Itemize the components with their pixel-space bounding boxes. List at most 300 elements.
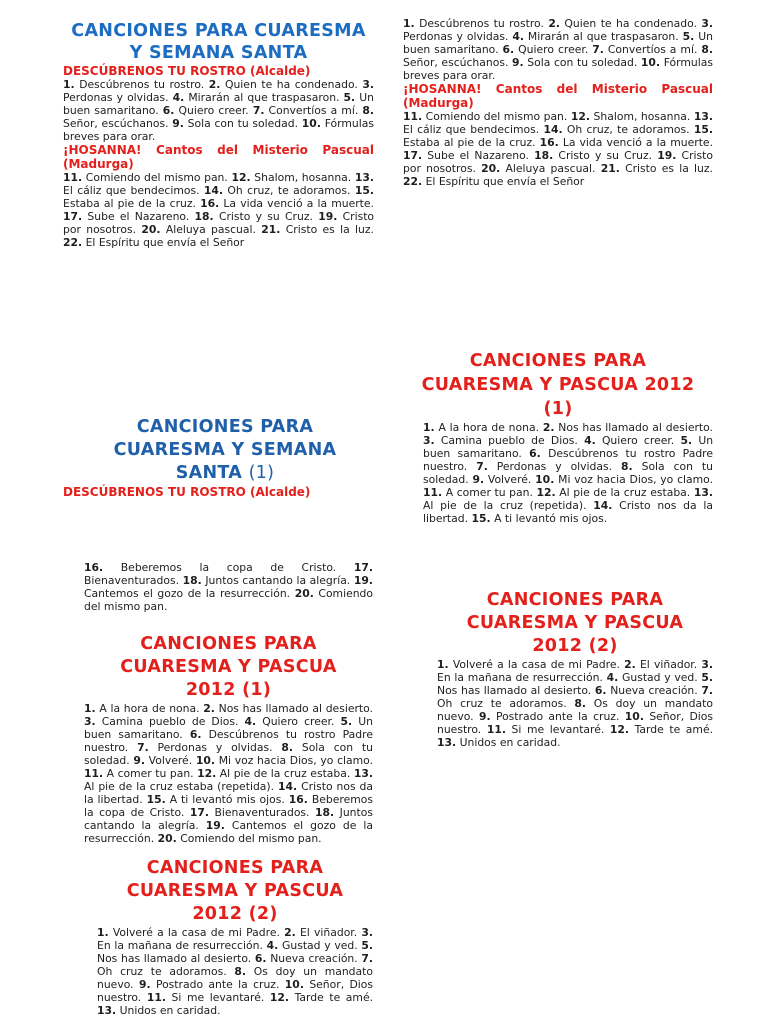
song-title: Mirarán al que traspasaron. bbox=[527, 30, 679, 43]
song-title: Mirarán al que traspasaron. bbox=[188, 91, 340, 104]
song-item bbox=[548, 17, 697, 30]
song-title: Beberemos la copa de Cristo. bbox=[84, 793, 374, 819]
song-number: 7. bbox=[137, 741, 149, 754]
song-title: El viñador. bbox=[299, 926, 358, 939]
song-number: 11. bbox=[63, 171, 83, 184]
song-title: Quiero creer. bbox=[518, 43, 589, 56]
song-title: Descúbrenos tu rostro. bbox=[79, 78, 205, 91]
song-title: Shalom, hosanna. bbox=[593, 110, 691, 123]
song-item bbox=[158, 832, 322, 845]
song-number: 8. bbox=[621, 460, 633, 473]
song-item bbox=[84, 561, 336, 574]
card-title-line: CANCIONES PARA bbox=[146, 858, 324, 878]
song-number: 12. bbox=[269, 991, 290, 1004]
card-title bbox=[97, 857, 373, 926]
song-item bbox=[595, 684, 698, 697]
song-item bbox=[200, 197, 374, 210]
song-title: Sola con tu soledad. bbox=[187, 117, 299, 130]
song-item bbox=[63, 210, 189, 223]
song-number: 1. bbox=[423, 421, 435, 434]
song-title: A comer tu pan. bbox=[445, 486, 533, 499]
song-item bbox=[172, 117, 298, 130]
song-title: Bienaventurados. bbox=[84, 574, 180, 587]
song-number: 12. bbox=[231, 171, 251, 184]
song-title: A comer tu pan. bbox=[106, 767, 194, 780]
song-title: Tarde te amé. bbox=[634, 723, 714, 736]
song-number: 11. bbox=[423, 486, 443, 499]
song-title: Nos has llamado al desierto. bbox=[97, 952, 252, 965]
song-title: Juntos cantando la alegría. bbox=[84, 806, 373, 832]
song-number: 10. bbox=[284, 978, 304, 991]
song-number: 16. bbox=[200, 197, 220, 210]
song-title: Señor, Dios nuestro. bbox=[437, 710, 714, 736]
song-title: Cristo nos da la libertad. bbox=[84, 780, 373, 806]
song-number: 20. bbox=[294, 587, 314, 600]
song-number: 18. bbox=[315, 806, 335, 819]
song-number: 4. bbox=[172, 91, 185, 104]
song-item bbox=[195, 210, 313, 223]
song-number: 3. bbox=[701, 17, 714, 30]
song-item bbox=[84, 767, 194, 780]
song-title: Quien te ha condenado. bbox=[564, 17, 697, 30]
song-number: 6. bbox=[162, 104, 175, 117]
song-title: Descúbrenos tu rostro Padre nuestro. bbox=[423, 447, 714, 473]
card-title-line: 2012 (1) bbox=[185, 680, 272, 700]
song-title: Fórmulas breves para orar. bbox=[403, 56, 713, 82]
song-title: El Espíritu que envía el Señor bbox=[85, 236, 245, 249]
song-number: 11. bbox=[84, 767, 104, 780]
song-number: 19. bbox=[657, 149, 677, 162]
song-number: 20. bbox=[481, 162, 501, 175]
song-card-continuation bbox=[403, 17, 713, 188]
song-item bbox=[624, 658, 697, 671]
song-number: 9. bbox=[133, 754, 145, 767]
song-item bbox=[183, 574, 351, 587]
song-number: 11. bbox=[146, 991, 166, 1004]
song-item bbox=[607, 671, 698, 684]
song-number: 13. bbox=[353, 767, 373, 780]
song-title: Perdonas y olvidas. bbox=[496, 460, 613, 473]
song-number: 13. bbox=[354, 171, 375, 184]
song-title: El cáliz que bendecimos. bbox=[403, 123, 540, 136]
song-title: Cristo por nosotros. bbox=[63, 210, 375, 236]
song-number: 17. bbox=[353, 561, 373, 574]
song-card-cuaresma-semana-santa-1 bbox=[63, 416, 387, 499]
song-item bbox=[543, 123, 689, 136]
song-number: 18. bbox=[534, 149, 554, 162]
song-number: 5. bbox=[340, 715, 353, 728]
song-number: 9. bbox=[478, 710, 491, 723]
song-item bbox=[437, 736, 561, 749]
song-number: 12. bbox=[609, 723, 630, 736]
song-number: 16. bbox=[288, 793, 308, 806]
song-number: 22. bbox=[403, 175, 423, 188]
song-item bbox=[584, 434, 674, 447]
song-number: 12. bbox=[197, 767, 217, 780]
song-item bbox=[63, 78, 204, 91]
song-item bbox=[267, 939, 358, 952]
card-title bbox=[63, 416, 387, 485]
song-number: 15. bbox=[354, 184, 374, 197]
song-title: Un buen samaritano. bbox=[403, 30, 713, 56]
song-title: Comiendo del mismo pan. bbox=[180, 832, 322, 845]
song-number: 8. bbox=[234, 965, 247, 978]
song-item bbox=[481, 162, 595, 175]
song-item bbox=[571, 110, 690, 123]
song-item bbox=[610, 723, 713, 736]
song-list bbox=[63, 171, 374, 249]
song-item bbox=[423, 421, 539, 434]
song-number: 9. bbox=[512, 56, 524, 69]
song-number: 19. bbox=[205, 819, 225, 832]
song-number: 7. bbox=[476, 460, 488, 473]
song-title: La vida venció a la muerte. bbox=[223, 197, 374, 210]
song-title: Mi voz hacia Dios, yo clamo. bbox=[558, 473, 714, 486]
song-list bbox=[423, 421, 713, 525]
song-number: 14. bbox=[543, 123, 563, 136]
song-title: Nueva creación. bbox=[270, 952, 358, 965]
song-item bbox=[472, 473, 531, 486]
song-card-cuaresma-pascua-2012-1 bbox=[84, 633, 373, 845]
song-number: 5. bbox=[361, 939, 374, 952]
song-title: Nueva creación. bbox=[610, 684, 698, 697]
song-title: Juntos cantando la alegría. bbox=[205, 574, 351, 587]
card-title-line: CANCIONES PARA bbox=[486, 590, 664, 610]
song-title: Perdonas y olvidas. bbox=[403, 30, 509, 43]
song-number: 10. bbox=[640, 56, 661, 69]
song-title: Perdonas y olvidas. bbox=[157, 741, 273, 754]
card-title bbox=[437, 589, 713, 658]
song-title: Cantemos el gozo de la resurrección. bbox=[84, 587, 291, 600]
song-item bbox=[512, 56, 637, 69]
song-title: Gustad y ved. bbox=[281, 939, 358, 952]
song-item bbox=[543, 421, 713, 434]
song-number: 1. bbox=[63, 78, 75, 91]
song-item bbox=[403, 175, 584, 188]
card-title-number: (1) bbox=[248, 463, 275, 483]
song-item bbox=[190, 806, 310, 819]
song-item bbox=[63, 171, 228, 184]
card-title bbox=[403, 349, 713, 421]
song-item bbox=[487, 723, 605, 736]
song-item bbox=[284, 926, 357, 939]
song-title: Camina pueblo de Dios. bbox=[101, 715, 239, 728]
section-heading: ¡HOSANNA! Cantos del Misterio Pascual (Madurga) bbox=[63, 143, 374, 171]
song-item bbox=[97, 926, 280, 939]
song-number: 5. bbox=[680, 434, 693, 447]
song-title: Sola con tu soledad. bbox=[527, 56, 638, 69]
card-title-line bbox=[63, 462, 387, 485]
song-title: A ti levantó mis ojos. bbox=[494, 512, 608, 525]
song-number: 1. bbox=[403, 17, 415, 30]
song-item bbox=[261, 223, 374, 236]
song-item bbox=[423, 434, 578, 447]
song-title: Un buen samaritano. bbox=[423, 434, 714, 460]
song-title: Cristo y su Cruz. bbox=[558, 149, 653, 162]
song-number: 17. bbox=[189, 806, 209, 819]
song-title: Quiero creer. bbox=[178, 104, 249, 117]
song-list bbox=[437, 658, 713, 749]
song-title: Sube el Nazareno. bbox=[427, 149, 529, 162]
song-item bbox=[204, 184, 351, 197]
song-title: Cristo nos da la libertad. bbox=[423, 499, 713, 525]
song-number: 3. bbox=[362, 78, 375, 91]
song-item bbox=[137, 741, 273, 754]
song-title: Cristo por nosotros. bbox=[403, 149, 713, 175]
song-item bbox=[173, 91, 340, 104]
song-item bbox=[197, 767, 350, 780]
song-item bbox=[403, 17, 544, 30]
song-item bbox=[209, 78, 358, 91]
song-title: Señor, escúchanos. bbox=[403, 56, 509, 69]
song-title: Camina pueblo de Dios. bbox=[440, 434, 578, 447]
song-number: 8. bbox=[362, 104, 374, 117]
song-title: Aleluya pascual. bbox=[165, 223, 256, 236]
song-title: Señor, escúchanos. bbox=[63, 117, 169, 130]
song-title: Estaba al pie de la cruz. bbox=[63, 197, 196, 210]
song-title: Comiendo del mismo pan. bbox=[425, 110, 568, 123]
song-number: 6. bbox=[189, 728, 202, 741]
song-title: El cáliz que bendecimos. bbox=[63, 184, 200, 197]
song-item bbox=[203, 702, 373, 715]
song-title: Postrado ante la cruz. bbox=[495, 710, 620, 723]
song-title: Volveré a la casa de mi Padre. bbox=[452, 658, 620, 671]
song-number: 3. bbox=[701, 658, 714, 671]
song-number: 2. bbox=[203, 702, 215, 715]
song-number: 13. bbox=[693, 486, 713, 499]
card-title-line: 2012 (2) bbox=[532, 636, 618, 656]
song-title: Comiendo del mismo pan. bbox=[84, 587, 374, 613]
song-item bbox=[503, 43, 589, 56]
song-number: 3. bbox=[361, 926, 374, 939]
song-number: 9. bbox=[138, 978, 151, 991]
song-number: 5. bbox=[343, 91, 356, 104]
song-number: 18. bbox=[194, 210, 214, 223]
song-number: 21. bbox=[261, 223, 281, 236]
song-title: Al pie de la cruz estaba (repetida). bbox=[84, 780, 275, 793]
card-title-line: CUARESMA Y PASCUA bbox=[126, 881, 344, 901]
song-number: 7. bbox=[592, 43, 604, 56]
song-title: La vida venció a la muerte. bbox=[562, 136, 713, 149]
song-title: Descúbrenos tu rostro. bbox=[419, 17, 544, 30]
song-title: A ti levantó mis ojos. bbox=[169, 793, 285, 806]
song-item bbox=[147, 991, 265, 1004]
song-number: 19. bbox=[353, 574, 373, 587]
card-title-text: SANTA bbox=[175, 463, 243, 483]
song-number: 6. bbox=[502, 43, 515, 56]
song-item bbox=[540, 136, 713, 149]
song-title: Un buen samaritano. bbox=[63, 91, 374, 117]
song-title: Convertíos a mí. bbox=[607, 43, 698, 56]
song-item bbox=[196, 754, 373, 767]
song-number: 13. bbox=[97, 1004, 117, 1017]
song-number: 5. bbox=[701, 671, 714, 684]
song-number: 15. bbox=[146, 793, 166, 806]
song-title: Tarde te amé. bbox=[294, 991, 374, 1004]
song-number: 14. bbox=[593, 499, 613, 512]
song-title: Mi voz hacia Dios, yo clamo. bbox=[218, 754, 374, 767]
song-title: Convertíos a mí. bbox=[268, 104, 359, 117]
song-item bbox=[147, 793, 285, 806]
song-list bbox=[403, 17, 713, 82]
song-item bbox=[255, 952, 358, 965]
song-number: 4. bbox=[266, 939, 279, 952]
song-list bbox=[63, 78, 374, 143]
song-number: 6. bbox=[594, 684, 607, 697]
song-title: Al pie de la cruz estaba. bbox=[559, 486, 691, 499]
song-title: Nos has llamado al desierto. bbox=[218, 702, 373, 715]
song-card-cuaresma-pascua-2012-2 bbox=[97, 857, 373, 1017]
song-number: 4. bbox=[512, 30, 524, 43]
song-number: 16. bbox=[84, 561, 104, 574]
section-heading: DESCÚBRENOS TU ROSTRO (Alcalde) bbox=[63, 64, 311, 78]
song-number: 9. bbox=[472, 473, 485, 486]
card-title-line: 2012 (2) bbox=[192, 904, 278, 924]
card-title-line: CANCIONES PARA bbox=[136, 417, 314, 437]
song-title: Sola con tu soledad. bbox=[84, 741, 373, 767]
song-item bbox=[479, 710, 619, 723]
song-item bbox=[163, 104, 249, 117]
song-title: Fórmulas breves para orar. bbox=[63, 117, 374, 143]
song-number: 19. bbox=[318, 210, 338, 223]
song-title: Quiero creer. bbox=[262, 715, 335, 728]
song-number: 2. bbox=[542, 421, 555, 434]
song-number: 1. bbox=[437, 658, 449, 671]
song-number: 4. bbox=[584, 434, 596, 447]
song-number: 4. bbox=[244, 715, 257, 728]
song-item bbox=[141, 223, 256, 236]
song-card-continuation bbox=[84, 561, 373, 613]
song-number: 6. bbox=[529, 447, 541, 460]
song-item bbox=[592, 43, 697, 56]
song-number: 4. bbox=[606, 671, 619, 684]
song-title: Os doy un mandato nuevo. bbox=[437, 697, 713, 723]
song-title: Al pie de la cruz (repetida). bbox=[423, 499, 587, 512]
song-number: 12. bbox=[536, 486, 556, 499]
song-title: El Espíritu que envía el Señor bbox=[425, 175, 585, 188]
song-number: 1. bbox=[84, 702, 96, 715]
song-title: Si me levantaré. bbox=[171, 991, 265, 1004]
card-title-line: CUARESMA Y PASCUA bbox=[466, 613, 684, 633]
card-title-line: CUARESMA Y PASCUA bbox=[120, 657, 337, 677]
song-title: Oh cruz te adoramos. bbox=[437, 697, 567, 710]
song-item bbox=[253, 104, 358, 117]
song-list bbox=[84, 702, 373, 845]
song-number: 14. bbox=[203, 184, 224, 197]
song-item bbox=[63, 236, 244, 249]
song-number: 21. bbox=[600, 162, 620, 175]
card-title bbox=[84, 633, 373, 702]
song-title: Oh cruz te adoramos. bbox=[97, 965, 227, 978]
song-title: Volveré. bbox=[148, 754, 193, 767]
song-title: Un buen samaritano. bbox=[84, 715, 373, 741]
song-card-cuaresma-pascua-2012-2 bbox=[437, 589, 713, 749]
song-list bbox=[84, 561, 373, 613]
song-title: A la hora de nona. bbox=[99, 702, 200, 715]
card-title-line: CANCIONES PARA CUARESMA bbox=[71, 21, 366, 41]
card-title-line: (1) bbox=[543, 399, 573, 419]
song-number: 2. bbox=[284, 926, 296, 939]
song-title: Volveré a la casa de mi Padre. bbox=[112, 926, 280, 939]
song-title: Aleluya pascual. bbox=[505, 162, 596, 175]
song-number: 3. bbox=[423, 434, 435, 447]
song-item bbox=[232, 171, 352, 184]
song-number: 10. bbox=[301, 117, 321, 130]
song-title: Oh cruz, te adoramos. bbox=[566, 123, 690, 136]
song-card-cuaresma-pascua-2012-1 bbox=[403, 349, 713, 525]
song-item bbox=[84, 715, 238, 728]
song-title: Al pie de la cruz estaba. bbox=[219, 767, 351, 780]
song-number: 13. bbox=[437, 736, 457, 749]
song-item bbox=[403, 110, 567, 123]
song-title: Cristo es la luz. bbox=[285, 223, 374, 236]
song-title: Perdonas y olvidas. bbox=[63, 91, 169, 104]
section-heading: DESCÚBRENOS TU ROSTRO (Alcalde) bbox=[63, 485, 311, 499]
song-number: 8. bbox=[574, 697, 587, 710]
song-number: 7. bbox=[252, 104, 265, 117]
song-title: Cantemos el gozo de la resurrección. bbox=[84, 819, 373, 845]
card-title-line: Y SEMANA SANTA bbox=[129, 43, 308, 63]
song-number: 20. bbox=[141, 223, 161, 236]
song-title: Quien te ha condenado. bbox=[224, 78, 358, 91]
song-number: 14. bbox=[278, 780, 298, 793]
song-title: Quiero creer. bbox=[601, 434, 675, 447]
song-number: 1. bbox=[97, 926, 109, 939]
song-title: Nos has llamado al desierto. bbox=[558, 421, 713, 434]
song-title: Unidos en caridad. bbox=[119, 1004, 221, 1017]
song-number: 2. bbox=[548, 17, 560, 30]
song-title: Señor, Dios nuestro. bbox=[97, 978, 374, 1004]
song-title: Volveré. bbox=[487, 473, 532, 486]
song-number: 13. bbox=[693, 110, 714, 123]
song-number: 22. bbox=[63, 236, 83, 249]
song-number: 15. bbox=[693, 123, 713, 136]
song-title: En la mañana de resurrección. bbox=[97, 939, 263, 952]
song-item bbox=[534, 149, 652, 162]
song-item bbox=[512, 30, 678, 43]
song-number: 17. bbox=[403, 149, 423, 162]
song-item bbox=[537, 486, 691, 499]
song-title: Estaba al pie de la cruz. bbox=[403, 136, 536, 149]
song-number: 10. bbox=[535, 473, 555, 486]
song-title: En la mañana de resurrección. bbox=[437, 671, 603, 684]
song-number: 2. bbox=[208, 78, 221, 91]
card-title-line: CUARESMA Y SEMANA bbox=[113, 440, 337, 460]
song-title: Os doy un mandato nuevo. bbox=[97, 965, 373, 991]
song-title: Descúbrenos tu rostro Padre nuestro. bbox=[84, 728, 373, 754]
song-title: Sube el Nazareno. bbox=[87, 210, 190, 223]
song-item bbox=[423, 486, 533, 499]
song-item bbox=[437, 658, 620, 671]
song-number: 17. bbox=[63, 210, 83, 223]
song-item bbox=[472, 512, 608, 525]
card-title-line: CANCIONES PARA bbox=[469, 351, 647, 371]
song-title: Shalom, hosanna. bbox=[254, 171, 352, 184]
song-item bbox=[84, 702, 200, 715]
song-number: 15. bbox=[471, 512, 491, 525]
song-number: 18. bbox=[182, 574, 202, 587]
song-item bbox=[139, 978, 279, 991]
song-item bbox=[601, 162, 713, 175]
song-title: Beberemos la copa de Cristo. bbox=[120, 561, 337, 574]
song-list bbox=[403, 110, 713, 188]
song-item bbox=[535, 473, 713, 486]
song-title: Oh cruz, te adoramos. bbox=[227, 184, 351, 197]
song-title: Nos has llamado al desierto. bbox=[437, 684, 592, 697]
card-title bbox=[63, 20, 374, 64]
song-number: 16. bbox=[539, 136, 559, 149]
song-title: Cristo es la luz. bbox=[625, 162, 713, 175]
